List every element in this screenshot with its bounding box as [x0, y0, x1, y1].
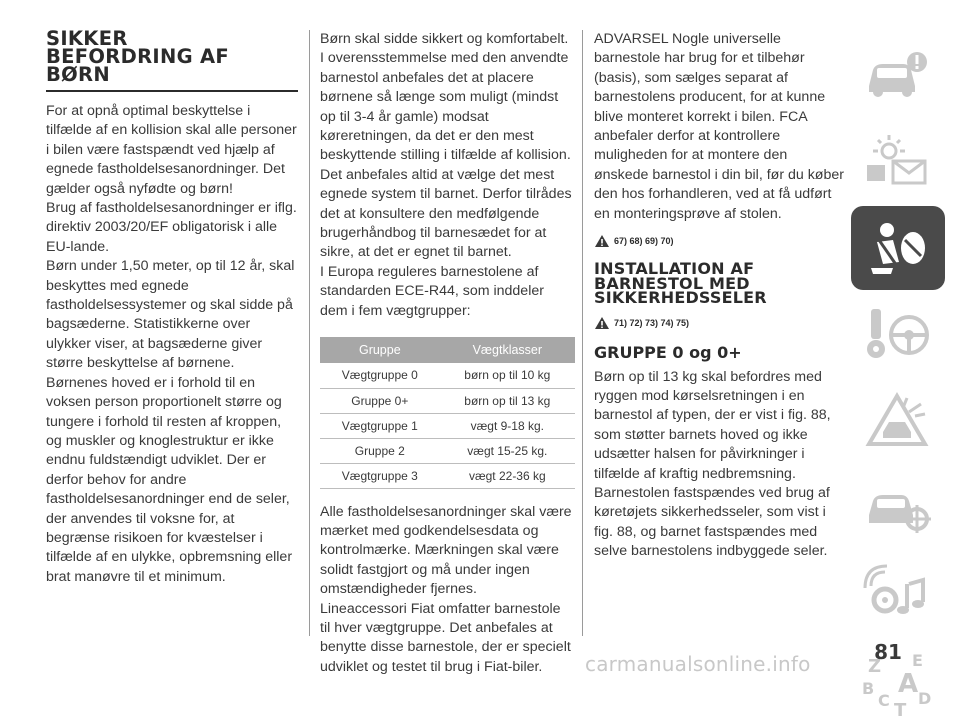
table-row: [320, 438, 575, 463]
table-row: [320, 388, 575, 413]
chapter-sidebar: [851, 32, 945, 728]
table-cell: Gruppe 0+: [320, 388, 440, 413]
text-line: udviklet og testet til brug i Fiat-biler.: [320, 658, 543, 675]
warning-text: [594, 30, 844, 224]
text-line: benytte disse barnestole, der er specielt: [320, 639, 571, 656]
text-line: i bilen være fastspændt ved hjælp af: [46, 141, 275, 158]
sidebar-item-car-info[interactable]: [851, 32, 945, 116]
text-line: Alle fastholdelsesanordninger skal være: [320, 503, 572, 520]
text-line: standarden ECE-R44, som inddeler: [320, 283, 544, 300]
table-cell: Vægtgruppe 3: [320, 463, 440, 488]
table-header-row: [320, 337, 575, 363]
text-line: udsætter halsen for påvirkninger i: [594, 446, 805, 463]
text-line: tilfælde af kraftig nedbremsning.: [594, 465, 796, 482]
table-row: [320, 413, 575, 438]
section-title-line: BØRN: [46, 63, 110, 86]
text-line: fig. 88, og barnet fastspændes med: [594, 523, 818, 540]
child-seat-text: [320, 30, 575, 321]
text-line: tungere i forhold til resten af kroppen,: [46, 413, 282, 430]
text-line: dem i fem vægtgrupper:: [320, 302, 471, 319]
column-left: [46, 27, 298, 587]
text-line: begrænse risikoen for kvæstelser i: [46, 529, 263, 546]
section-title: [46, 27, 298, 92]
text-line: anbefaler derfor at kontrollere: [594, 128, 781, 145]
text-line: beskyttes med egnede: [46, 277, 189, 294]
sidebar-item-emergency[interactable]: [851, 380, 945, 464]
text-line: Børn under 1,50 meter, op til 12 år, skal: [46, 258, 295, 275]
intro-text: [46, 102, 298, 587]
watermark: carmanualsonline.info: [585, 652, 811, 676]
text-line: en monteringsprøve af stolen.: [594, 205, 782, 222]
text-line: den hos forhandleren, ved at få udført: [594, 186, 832, 203]
table-header-weight: Vægtklasser: [440, 337, 575, 363]
text-line: muligheden for at montere den: [594, 147, 788, 164]
column-divider: [309, 30, 310, 636]
text-line: Børn skal sidde sikkert og komfortabelt.: [320, 31, 569, 47]
index-letter: A: [898, 669, 919, 699]
text-line: køretøjets sikkerhedsseler, som vist i: [594, 504, 826, 521]
dashboard-lights-icon: [863, 131, 933, 191]
text-line: Lineaccessori Fiat omfatter barnestole: [320, 600, 561, 617]
text-line: Børnenes hoved er i forhold til en: [46, 374, 255, 391]
index-letter: T: [894, 700, 907, 721]
column-middle: [320, 30, 575, 677]
install-title-line: INSTALLATION AF: [594, 259, 755, 279]
table-cell: børn op til 13 kg: [440, 388, 575, 413]
text-line: mærket med godkendelsesdata og: [320, 523, 539, 539]
table-header-group: Gruppe: [320, 337, 440, 363]
text-line: til hver vægtgruppe. Det anbefales at: [320, 620, 553, 637]
index-letter: E: [912, 651, 923, 670]
group-text: [594, 368, 844, 562]
text-line: bagsæderne. Statistikkerne over: [46, 316, 251, 333]
table-cell: vægt 22-36 kg: [440, 463, 575, 488]
text-line: gælder også nyfødte og børn!: [46, 180, 233, 197]
text-line: ryggen mod kørselsretningen i en: [594, 387, 805, 404]
group-title: GRUPPE 0 og 0+: [594, 342, 742, 362]
sidebar-item-maintenance[interactable]: [851, 467, 945, 551]
text-line: endnu fuldstændigt udviklet. Der er: [46, 452, 267, 469]
music-settings-icon: [863, 566, 933, 626]
index-letter: C: [878, 691, 890, 710]
text-line: børnene så længe som muligt (mindst: [320, 89, 559, 106]
text-line: derfor behov for andre: [46, 471, 187, 488]
text-line: ulykker viser, at bagsæderne giver: [46, 335, 263, 352]
text-line: tilfælde af en ulykke, opbremsning eller: [46, 549, 293, 566]
text-line: blive monteret korrekt i bilen. FCA: [594, 108, 808, 125]
table-cell: vægt 15-25 kg.: [440, 438, 575, 463]
text-line: tilfælde af en kollision skal alle personer: [46, 122, 297, 139]
text-line: brat manøvre til et minimum.: [46, 568, 226, 585]
text-line: selve barnestolens indbyggede seler.: [594, 543, 828, 560]
section-title-line: BEFORDRING AF: [46, 45, 229, 68]
table-cell: børn op til 10 kg: [440, 363, 575, 388]
text-line: ønskede barnestol i din bil, før du køber: [594, 166, 844, 183]
text-line: I Europa reguleres barnestolene af: [320, 263, 539, 280]
text-line: Brug af fastholdelsesanordninger er iflg.: [46, 200, 297, 217]
warning-triangle-icon: [594, 316, 610, 330]
text-line: fastholdelsesanordninger end de seler,: [46, 491, 290, 508]
index-letter: D: [918, 689, 932, 708]
approval-text: [320, 503, 575, 678]
table-row: [320, 463, 575, 488]
text-line: kontrolmærke. Mærkningen skal være: [320, 542, 559, 559]
text-line: der anvendes til voksne for, at: [46, 510, 235, 527]
section-title-line: SIKKER: [46, 27, 128, 50]
column-divider: [582, 30, 583, 636]
car-info-icon: [863, 46, 933, 102]
table-cell: Vægtgruppe 1: [320, 413, 440, 438]
key-steering-wheel-icon: [863, 305, 933, 365]
text-line: som støtter barnets hoved og ikke: [594, 426, 808, 443]
install-title-line: BARNESTOL MED: [594, 273, 750, 293]
sidebar-item-starting-driving[interactable]: [851, 293, 945, 377]
weight-groups-table: [320, 337, 575, 489]
sidebar-item-dashboard-lights[interactable]: [851, 119, 945, 203]
warning-refs: 71) 72) 73) 74) 75): [614, 317, 690, 328]
text-line: og muskler og knoglestruktur er ikke: [46, 432, 274, 449]
warning-reference: [594, 316, 844, 330]
warning-refs: 67) 68) 69) 70): [614, 236, 674, 247]
text-line: op til 3-4 år gamle) modsat: [320, 108, 489, 125]
text-line: Barnestolen fastspændes ved brug af: [594, 485, 830, 501]
text-line: solidt fastgjort og må under ingen: [320, 561, 530, 578]
index-letter: B: [862, 679, 875, 698]
index-letter: Z: [868, 656, 882, 677]
text-line: EU-lande.: [46, 238, 110, 255]
column-right: [594, 30, 844, 562]
text-line: fastholdelsessystemer og skal sidde på: [46, 297, 293, 314]
text-line: direktiv 2003/20/EF obligatorisk i alle: [46, 219, 278, 236]
text-line: voksen person proportionelt større og: [46, 394, 282, 411]
text-line: omstændigheder fjernes.: [320, 581, 477, 598]
table-row: [320, 363, 575, 388]
text-line: Børn op til 13 kg skal befordres med: [594, 368, 822, 385]
text-line: barnestole har brug for et tilbehør: [594, 50, 805, 67]
seat-airbag-icon: [863, 218, 933, 278]
text-line: beskyttende stilling i tilfælde af kollision.: [320, 147, 571, 164]
text-line: barnestol anbefales det at placere: [320, 69, 534, 86]
sidebar-item-multimedia[interactable]: [851, 554, 945, 638]
install-title: [594, 259, 844, 308]
text-line: egnede system til barnet. Derfor tilrådes: [320, 186, 572, 203]
text-line: (basis), som sælges separat af: [594, 69, 788, 86]
warning-triangle-icon: [863, 392, 933, 452]
warning-reference: [594, 234, 844, 248]
text-line: egnede fastholdelsesanordninger. Det: [46, 161, 285, 178]
text-line: I overensstemmelse med den anvendte: [320, 50, 569, 67]
text-line: køreretningen, da det er den mest: [320, 128, 534, 145]
text-line: ADVARSEL Nogle universelle: [594, 31, 781, 47]
text-line: større beskyttelse af børnene.: [46, 355, 235, 372]
warning-triangle-icon: [594, 234, 610, 248]
text-line: Det anbefales altid at vælge det mest: [320, 166, 555, 183]
table-cell: Gruppe 2: [320, 438, 440, 463]
table-cell: vægt 9-18 kg.: [440, 413, 575, 438]
text-line: barnestol af typen, der er vist i fig. 88,: [594, 407, 831, 424]
page-number: 81: [874, 640, 902, 664]
text-line: brugerhåndbog til barnesædet for at: [320, 225, 547, 242]
text-line: For at opnå optimal beskyttelse i: [46, 103, 251, 119]
car-service-icon: [863, 479, 933, 539]
text-line: barnestolens producent, for at kunne: [594, 89, 826, 106]
install-title-line: SIKKERHEDSSELER: [594, 288, 767, 308]
table-cell: Vægtgruppe 0: [320, 363, 440, 388]
text-line: sikre, at det er egnet til barnet.: [320, 244, 512, 261]
sidebar-item-safety[interactable]: [851, 206, 945, 290]
text-line: det at konsultere den medfølgende: [320, 205, 540, 222]
